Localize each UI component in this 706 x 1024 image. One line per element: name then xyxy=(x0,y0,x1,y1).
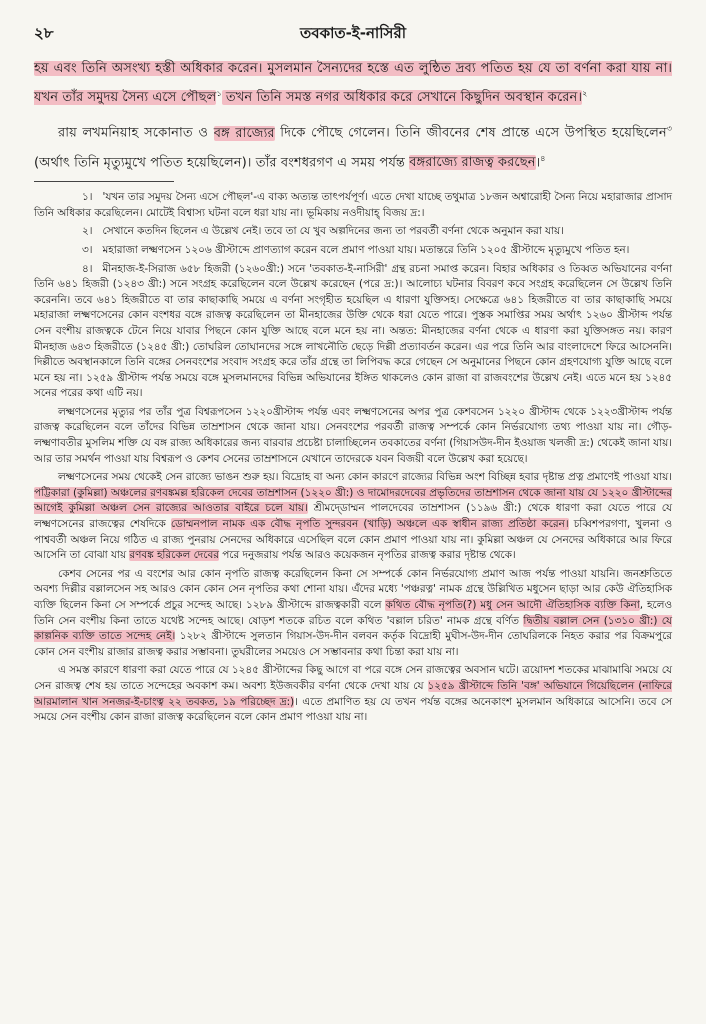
footnote-text: লক্ষ্মণসেনের সময় থেকেই সেন রাজ্যে ভাঙন শুরু হয়। বিদ্রোহ বা অন্য কোন কারণে রাজ্যের বিভিন্ন অংশ বিচ্ছিন্ন হবার দৃষ্টান্ত প্রত্ন প্রমাণেই পাওয়া যায়। xyxy=(58,471,672,484)
footnote-text: । এতে প্রমাণিত হয় যে তখন পর্যন্ত বঙ্গের অনেকাংশ মুসলমান অধিকারে আসেনি। তবে সে সময়ে সেন বংশীয় কোন রাজা রাজত্ব করেছিলেন বলে কোন প্রমাণ পাওয়া যায় না। xyxy=(34,695,672,724)
footnote-text: ১২৮২ খ্রীস্টাব্দে সুলতান গিয়াস-উদ-দীন বলবন কর্তৃক বিদ্রোহী মুঘীস-উদ-দীন তোঘরিলকে নিহত করার পর বিক্রমপুরে কোন সেন বংশীয় রাজার রাজত্ব করার সম্ভাবনা। তুঘরীলের সময়েও সে সম্ভাবনার কথা চিন্তা করা যায় না। xyxy=(34,630,673,658)
body-text: দিকে পৌছে গেলেন। তিনি জীবনের শেষ প্রান্তে এসে উপস্থিত হয়েছিলেন xyxy=(274,125,667,141)
footnote-number: ১। xyxy=(82,191,93,204)
highlighted-text: তখন তিনি সমস্ত নগর অধিকার করে সেখানে কিছুদিন অবস্থান করেন। xyxy=(221,90,583,106)
highlighted-text: পট্টিকারা (কুমিল্লা) অঞ্চলের রণবঙ্কমল্ল হরিকেল দেবের তাম্রশাসন (১২২০ খ্রী:) ও দামোদরদেবের প্রভৃতিদের তাম্রশাসন থেকে জানা যায় যে ১২২০ খ্রীস্টাব্দের আগেই কুমিল্লা অঞ্চল সেন রাজ্যের আওতার বাইরে চলে যায়। xyxy=(34,486,672,515)
footnote-1 xyxy=(34,190,672,221)
footnote-text: এ সমস্ত কারণে ধারণা করা যেতে পারে যে ১২৪৫ খ্রীস্টাব্দের কিছু আগে বা পরে বঙ্গে সেন রাজত্বের অবসান ঘটে। ত্রয়োদশ শতকের মাঝামাঝি সময়ে যে সেন রাজত্ব শেষ হয় তাতে সন্দেহের অবকাশ কম। অবশ্য ইউজবকীর বর্ণনা থেকে দেখা যায় যে xyxy=(34,664,672,692)
footnote-text: শ্রীমদ্ডোম্মন পালদেবের তাম্রশাসন (১১৯৬ খ্রী:) থেকে ধারণা করা যেতে পারে যে লক্ষ্মণসেনের রাজত্বের শেষদিকে xyxy=(34,502,672,531)
footnote-4-continued-4 xyxy=(34,663,672,725)
footnote-ref: ৩ xyxy=(666,124,672,134)
footnote-4 xyxy=(34,262,672,402)
footnote-ref: ৪ xyxy=(540,153,546,163)
footnote-4-continued-1 xyxy=(34,405,672,467)
body-text: রায় লখমনিয়াহ সকোনাত ও xyxy=(58,125,214,141)
body-text: (অর্থাৎ তিনি মৃত্যুমুখে পতিত হয়েছিলেন)। তাঁর বংশধরগণ এ সময় পর্যন্ত xyxy=(34,155,410,171)
footnote-text: সেখানে কতদিন ছিলেন এ উল্লেখ নেই। তবে তা যে খুব অল্পদিনের জন্য তা পরবর্তী বর্ণনা থেকে অনুমান করা যায়। xyxy=(102,225,564,238)
paragraph-1 xyxy=(34,56,672,110)
body-text: । xyxy=(535,155,541,171)
page-number: ২৮ xyxy=(34,24,54,42)
footnote-4-continued-3 xyxy=(34,567,672,661)
highlighted-text: কথিত বৌদ্ধ নৃপতি(?) মধু সেন আদৌ ঐতিহাসিক ব্যক্তি কিনা xyxy=(385,599,640,612)
footnote-ref: ১ xyxy=(216,89,222,98)
footnote-text: মহারাজা লক্ষ্মণসেন ১২০৬ খ্রীস্টাব্দে প্রাণত্যাগ করেন বলে প্রমাণ পাওয়া যায়। মতান্তরে তিনি ১২০৫ খ্রীস্টাব্দে মৃত্যুমুখে পতিত হন। xyxy=(102,243,630,256)
footnote-number: ৩। xyxy=(82,243,93,256)
footnote-3 xyxy=(34,243,672,259)
highlighted-text: ১২৫৯ খ্রীস্টাব্দে তিনি 'বঙ্গ' অভিযানে গিয়েছিলেন (নাফিরে আরমালান খান সনজর-ই-চাংত্ব ২২ তবকত, ১৯ পরিচ্ছেদ দ্র:) xyxy=(34,679,672,708)
highlighted-text: বঙ্গরাজ্যে রাজত্ব করছেন xyxy=(409,155,536,171)
highlighted-text: বঙ্গ রাজ্যের xyxy=(213,125,275,141)
main-text xyxy=(34,56,672,175)
footnote-text: 'যখন তার সমুদয় সৈন্য এসে পৌছল'-এ বাক্য অত্যন্ত তাৎপর্যপূর্ণ। এতে দেখা যাচ্ছে তথুমাত্র ১৮জন অশ্বারোহী সৈন্য নিয়ে মহারাজার প্রাসাদ তিনি অধিকার করেছিলেন। মোটেই বিশ্বাস্য ঘটনা বলে ধরা যায় না। ভূমিকায় নওদীয়াহ্‌ বিজয় দ্র:। xyxy=(34,191,672,219)
footnote-text: কেশব সেনের পর এ বংশের আর কোন নৃপতি রাজত্ব করেছিলেন কিনা সে সম্পর্কে কোন নির্ভরযোগ্য প্রমাণ আজ পর্যন্ত পাওয়া যায়নি। জনশ্রুতিতে অবশ্য দিল্লীর বল্লালসেন সহ আরও কোন কোন সেন নৃপতির কথা শোনা যায়। এঁদের মধ্যে 'পঞ্চরত্ন' নামক গ্রন্থে উল্লিখিত মধুসেন ছাড়া আর কেউ ঐতিহাসিক ব্যক্তি ছিলেন কিনা সে সম্পর্কে প্রচুর সন্দেহ আছে। ১২৮৯ খ্রীস্টাব্দে রাজত্বকারী বলে xyxy=(34,567,672,612)
highlighted-text: ডোম্মনপাল নামক এক বৌদ্ধ নৃপতি সুন্দরবন (খাড়ি) অঞ্চলে এক স্বাধীন রাজ্য প্রতিষ্ঠা করেন। xyxy=(170,518,569,531)
highlighted-text: হয় এবং তিনি অসংখ্য হস্তী অধিকার করেন। মুসলমান সৈন্যদের হস্তে এত লুন্ঠিত দ্রব্য পতিত হয় যে তা বর্ণনা করা যায় না। যখন তাঁর সমুদয় সৈন্য এসে পৌছল xyxy=(34,61,672,106)
footnote-text: লক্ষ্মণসেনের মৃত্যুর পর তাঁর পুত্র বিশ্বরূপসেন ১২২০খ্রীস্টাব্দ পর্যন্ত এবং লক্ষ্মণসেনের অপর পুত্র কেশবসেন ১২২০ খ্রীস্টাব্দ থেকে ১২২৩খ্রীস্টাব্দ পর্যন্ত রাজত্ব করেছিলেন বলে তাঁদের বিভিন্ন তাম্রশাসন থেকে জানা যায়। সেনবংশের পরবর্তী রাজত্ব সম্পর্কে কোন নির্ভরযোগ্য তথ্য পাওয়া যায় না। গৌড়-লক্ষ্মণাবতীর মুসলিম শক্তি যে বঙ্গ রাজ্য অধিকারের জন্য বারবার প্রচেষ্টা চালাচ্ছিলেন তবকাতের বর্ণনা (গিয়াসউদ-দীন ইওয়াজ খলজী দ্র:) থেকেই জানা যায়। আর তার সমর্থন পাওয়া যায় বিশ্বরূপ ও কেশব সেনের তাম্রশাসনে যেখানে তাদেরকে যবন বিজয়ী বলে উল্লেখ করা হয়েছে। xyxy=(34,405,672,465)
running-title: তবকাত-ই-নাসিরী xyxy=(299,24,406,42)
footnotes xyxy=(34,190,672,726)
footnote-text: পরে দনুজরায় পর্যন্ত আরও কয়েকজন নৃপতির রাজত্ব করার দৃষ্টান্ত থেকে। xyxy=(218,549,516,562)
page-header xyxy=(34,22,672,56)
footnote-4-continued-2 xyxy=(34,470,672,564)
footnote-text: মীনহাজ-ই-সিরাজ ৬৫৮ হিজরী (১২৬০খ্রী:) সনে 'তবকাত-ই-নাসিরী' গ্রন্থ রচনা সমাপ্ত করেন। বিহার অধিকার ও তিব্বত অভিযানের বর্ণনা তিনি ৬৪১ হিজরী (১২৪৩ খ্রী:) সনে সংগ্রহ করেছিলেন বলে উল্লেখ করেছেন (পরে দ্র:)। আলোচ্য ঘটনার বিবরণ কবে সংগ্রহ করেছিলেন সে উল্লেখ তিনি করেননি। তবে ৬৪১ হিজরীতে বা তার কাছাকাছি সময়ে এ বর্ণনা সংগৃহীত হয়েছিল এ ধারণা যুক্তিসহ। সেক্ষেত্রে ৬৪১ হিজরীতে বা তার কাছাকাছি সময়ে মহারাজা লক্ষ্মণসেনের কোন বংশধর বঙ্গে রাজত্ব করেছিলেন তা মীনহাজের উক্তি থেকে ধরা যেতে পারে। পুস্তক সমাপ্তির সময় অর্থাৎ ১২৬০ খ্রীস্টাব্দ পর্যন্ত সেন বংশীয় রাজত্বকে টেনে নিয়ে যাবার পিছনে কোন যুক্তি আছে বলে মনে হয় না। অন্তত: মীনহাজের বর্ণনা থেকে এ ধারণা করা যুক্তিসঙ্গত নয়। কারণ মীনহাজ ৬৪৩ হিজরীতে (১২৪৫ খ্রী:) তোঘরিল তোঘানদের সঙ্গে লাখনৌতি ছেড়ে দিল্লী প্রত্যাবর্তন করেন। এর পরে তিনি আর বাংলাদেশে ফিরে আসেননি। দিল্লীতে অবস্থানকালে তিনি বঙ্গের সেনবংশের সংবাদ সংগ্রহ করে তাঁর গ্রন্থে তা লিপিবদ্ধ করে গেছেন সে অনুমানের পিছনে কোন গ্রহণযোগ্য যুক্তি আছে বলে মনে হয় না। ১২৫৯ খ্রীস্টাব্দ পর্যন্ত সময়ে বঙ্গে মুসলমানদের বিভিন্ন অভিযানের ইঙ্গিত থাকলেও কোন রাজা বা রাজবংশের উল্লেখ নেই। এতে মনে হয় ১২৪৫ সনের পরের কথা এটি নয়। xyxy=(34,262,672,400)
highlighted-text: রণবঙ্ক হরিকেল দেবের xyxy=(129,549,219,562)
footnote-text: , হলেও তিনি সেন বংশীয় কিনা তাতে যথেষ্ট সন্দেহ আছে। ষোড়শ শতকে রচিত বলে কথিত 'বল্লাল চরিত' নামক গ্রন্থে বর্ণিত xyxy=(34,599,672,627)
footnote-number: ২। xyxy=(82,225,93,238)
paragraph-2 xyxy=(34,116,672,175)
footnote-ref: ২ xyxy=(582,89,588,98)
highlighted-text: দ্বিতীয় বল্লাল সেন (১৩১০ খ্রী:) যে কাল্পনিক ব্যক্তি তাতে সন্দেহ নেই। xyxy=(34,614,672,643)
footnote-divider xyxy=(34,181,174,182)
footnote-text: চব্বিশপরগণা, খুলনা ও পাশ্ববর্তী অঞ্চল নিয়ে গঠিত এ রাজ্য পুনরায় সেনদের অধিকারে এসেছিল বলে কোন প্রমাণ পাওয়া যায় না। কুমিল্লা অঞ্চল যে সেনদের অধিকারে আর ফিরে আসেনি তা বোঝা যায় xyxy=(34,518,673,562)
footnote-number: ৪। xyxy=(82,262,93,275)
footnote-2 xyxy=(34,224,672,240)
